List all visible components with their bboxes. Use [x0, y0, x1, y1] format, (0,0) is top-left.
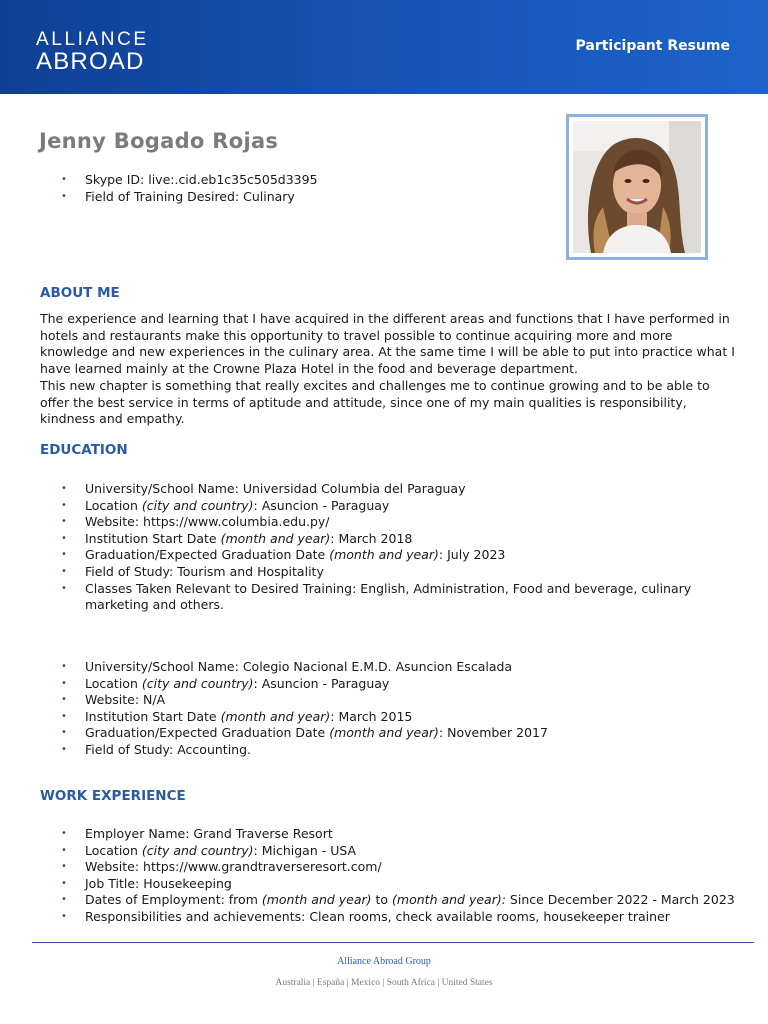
edu2-school: • University/School Name: Colegio Nacional E.M.D. Asuncion Escalada [40, 659, 740, 676]
edu2-location: • Location (city and country): Asuncion - Paraguay [40, 676, 740, 693]
footer-countries: Australia | España | Mexico | South Africa | United States [275, 978, 493, 988]
edu2-start: • Institution Start Date (month and year): March 2015 [40, 709, 740, 726]
edu2-website: • Website: N/A [40, 692, 740, 709]
work-title: WORK EXPERIENCE [40, 788, 186, 804]
edu2-field: • Field of Study: Accounting. [40, 742, 740, 759]
footer-company: Alliance Abroad Group [337, 956, 431, 967]
participant-name: Jenny Bogado Rojas [39, 129, 279, 153]
work-entry [40, 826, 740, 926]
education-entry-1 [40, 481, 740, 614]
education-title: EDUCATION [40, 442, 128, 458]
work-employer: • Employer Name: Grand Traverse Resort [40, 826, 740, 843]
skype-id: • Skype ID: live:.cid.eb1c35c505d3395 [40, 172, 740, 189]
logo-line2: ABROAD [36, 48, 145, 75]
edu1-website: • Website: https://www.columbia.edu.py/ [40, 514, 740, 531]
edu1-location: • Location (city and country): Asuncion - Paraguay [40, 498, 740, 515]
education-entry-2 [40, 659, 740, 759]
edu2-grad: • Graduation/Expected Graduation Date (month and year): November 2017 [40, 725, 740, 742]
about-paragraph-2: This new chapter is something that really excites and challenges me to continue growing and to be able to offer the best service in terms of aptitude and attitude, since one of my main qualities is responsibility, kindness and empathy. [40, 378, 710, 427]
profile-details [40, 172, 740, 205]
edu1-grad: • Graduation/Expected Graduation Date (month and year): July 2023 [40, 547, 740, 564]
work-job-title: • Job Title: Housekeeping [40, 876, 740, 893]
edu1-field: • Field of Study: Tourism and Hospitality [40, 564, 740, 581]
edu1-school: • University/School Name: Universidad Columbia del Paraguay [40, 481, 740, 498]
edu1-start: • Institution Start Date (month and year): March 2018 [40, 531, 740, 548]
header-banner [0, 0, 768, 94]
field-of-training: • Field of Training Desired: Culinary [40, 189, 740, 206]
header-title: Participant Resume [575, 38, 730, 54]
work-responsibilities: • Responsibilities and achievements: Clean rooms, check available rooms, housekeeper trainer [40, 909, 740, 926]
edu1-classes: • Classes Taken Relevant to Desired Training: English, Administration, Food and beverage, culinary marketing and others. [40, 581, 740, 614]
alliance-abroad-logo [36, 30, 149, 74]
work-location: • Location (city and country): Michigan - USA [40, 843, 740, 860]
footer-divider [32, 942, 754, 943]
logo-line1: ALLIANCE [36, 29, 149, 50]
work-dates: • Dates of Employment: from (month and year) to (month and year): Since December 2022 - March 2023 [40, 892, 740, 909]
about-title: ABOUT ME [40, 285, 120, 301]
work-website: • Website: https://www.grandtraverseresort.com/ [40, 859, 740, 876]
about-paragraph-1: The experience and learning that I have acquired in the different areas and functions that I have performed in hotels and restaurants make this opportunity to travel possible to continue acquiring more and more knowledge and new experiences in the culinary area. At the same time I will be able to put into practice what I have learned mainly at the Crowne Plaza Hotel in the food and beverage department. [40, 311, 735, 376]
